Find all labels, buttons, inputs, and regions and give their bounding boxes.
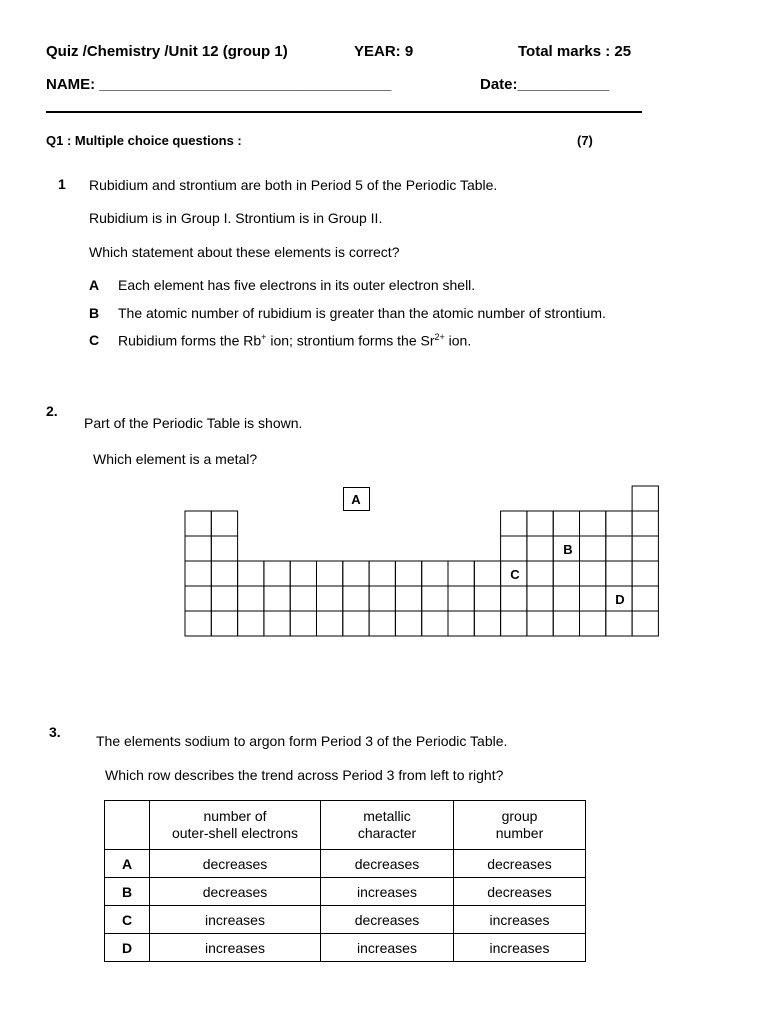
table-row [105, 850, 586, 878]
periodic-table-cell [395, 586, 421, 611]
periodic-table-cell [317, 561, 343, 586]
periodic-table-cell [632, 511, 658, 536]
name-field: NAME: ___________________________________ [46, 76, 392, 93]
periodic-table-cell [527, 511, 553, 536]
periodic-table-cell [606, 536, 632, 561]
table-cell: increases [454, 934, 586, 962]
question-text: The elements sodium to argon form Period 3 of the Periodic Table. [96, 733, 508, 749]
periodic-table-cell [632, 586, 658, 611]
periodic-table-cell [474, 561, 500, 586]
periodic-table-cell [580, 561, 606, 586]
periodic-table-cell [448, 611, 474, 636]
option-text: The atomic number of rubidium is greater than the atomic number of strontium. [118, 305, 606, 321]
table-cell: decreases [454, 878, 586, 906]
periodic-table-cell [238, 561, 264, 586]
table-cell: decreases [150, 878, 321, 906]
total-marks: Total marks : 25 [518, 43, 632, 60]
question-text: Rubidium is in Group I. Strontium is in Group II. [89, 210, 383, 226]
periodic-table-cell [211, 561, 237, 586]
date-field: Date:___________ [480, 76, 610, 93]
periodic-table-cell [527, 611, 553, 636]
periodic-table-cell [422, 561, 448, 586]
section-title: Q1 : Multiple choice questions : [46, 133, 242, 148]
periodic-table-cell [632, 611, 658, 636]
row-key: C [105, 906, 150, 934]
periodic-table-cell [580, 536, 606, 561]
option-key: C [89, 332, 100, 348]
periodic-table-cell [553, 586, 579, 611]
table-cell: decreases [150, 850, 321, 878]
periodic-table-cell [185, 511, 211, 536]
periodic-table-cell [527, 561, 553, 586]
trend-table [104, 800, 586, 962]
table-cell: increases [321, 878, 454, 906]
question-text: Rubidium and strontium are both in Period 5 of the Periodic Table. [89, 177, 498, 193]
question-prompt: Which statement about these elements is correct? [89, 244, 400, 260]
periodic-table-cell [632, 486, 658, 511]
question-prompt: Which row describes the trend across Period 3 from left to right? [105, 767, 504, 783]
option-key: B [89, 305, 100, 321]
table-cell: increases [150, 934, 321, 962]
element-label-c: C [510, 567, 520, 582]
row-key: A [105, 850, 150, 878]
table-header-empty [105, 801, 150, 850]
periodic-table-cell [422, 611, 448, 636]
periodic-table-cell [501, 536, 527, 561]
periodic-table-cell [343, 611, 369, 636]
periodic-table-cell [580, 511, 606, 536]
table-cell: increases [321, 934, 454, 962]
periodic-table-cell [474, 586, 500, 611]
periodic-table-cell [553, 611, 579, 636]
question-prompt: Which element is a metal? [93, 451, 258, 467]
periodic-table-cell [238, 586, 264, 611]
periodic-table-cell [580, 586, 606, 611]
periodic-table-cell [264, 611, 290, 636]
periodic-table-cell [185, 561, 211, 586]
periodic-table-cell [580, 611, 606, 636]
periodic-table-cell [474, 611, 500, 636]
periodic-table-cell [317, 586, 343, 611]
option-text: Rubidium forms the Rb+ ion; strontium forms the $Sr^{2+}$ ion. [118, 332, 472, 349]
periodic-table-cell [264, 586, 290, 611]
periodic-table-cell [290, 611, 316, 636]
periodic-table-cell [632, 561, 658, 586]
question-text: Part of the Periodic Table is shown. [84, 415, 303, 431]
periodic-table-cell [369, 561, 395, 586]
periodic-table-cell [317, 611, 343, 636]
periodic-table-cell [422, 586, 448, 611]
periodic-table-cell [185, 611, 211, 636]
periodic-table-cell [606, 611, 632, 636]
periodic-table-cell [553, 511, 579, 536]
table-row [105, 878, 586, 906]
periodic-table-cell [211, 611, 237, 636]
periodic-table-cell [211, 586, 237, 611]
option-text: Each element has five electrons in its outer electron shell. [118, 277, 476, 293]
periodic-table-cell [395, 561, 421, 586]
table-header: metallic character [321, 801, 454, 850]
year-label: YEAR: 9 [354, 43, 414, 60]
periodic-table-cell [264, 561, 290, 586]
table-header: number of outer-shell electrons [150, 801, 321, 850]
periodic-table-cell [211, 536, 237, 561]
table-cell: decreases [321, 850, 454, 878]
periodic-table-cell [369, 611, 395, 636]
table-cell: decreases [454, 850, 586, 878]
periodic-table-cell [527, 536, 553, 561]
element-label-d: D [615, 592, 625, 607]
periodic-table-cell [448, 561, 474, 586]
periodic-table-cell [448, 586, 474, 611]
quiz-title: Quiz /Chemistry /Unit 12 (group 1) [46, 43, 288, 60]
periodic-table-cell [606, 561, 632, 586]
periodic-table-cell [395, 611, 421, 636]
periodic-table-cell [501, 611, 527, 636]
periodic-table-cell [501, 511, 527, 536]
periodic-table-cell [632, 536, 658, 561]
row-key: D [105, 934, 150, 962]
periodic-table-cell [211, 511, 237, 536]
header-divider [46, 111, 642, 113]
periodic-table-cell [369, 586, 395, 611]
question-number: 2. [46, 403, 58, 419]
periodic-table-diagram [180, 482, 670, 642]
periodic-table-cell [290, 561, 316, 586]
periodic-table-cell [343, 561, 369, 586]
table-header-row [105, 801, 586, 850]
periodic-table-cell [553, 561, 579, 586]
table-cell: increases [150, 906, 321, 934]
periodic-table-cell [343, 586, 369, 611]
element-label-b: B [563, 542, 573, 557]
periodic-table-cell [185, 536, 211, 561]
option-key: A [89, 277, 100, 293]
row-key: B [105, 878, 150, 906]
table-cell: increases [454, 906, 586, 934]
table-header: group number [454, 801, 586, 850]
table-cell: decreases [321, 906, 454, 934]
question-number: 1 [58, 176, 66, 192]
periodic-table-cell [527, 586, 553, 611]
periodic-table-cell [606, 511, 632, 536]
periodic-table-cell [501, 586, 527, 611]
periodic-table-cell [238, 611, 264, 636]
periodic-table-cell [185, 586, 211, 611]
section-marks: (7) [577, 133, 593, 148]
element-label-a: A [351, 492, 361, 507]
table-row [105, 934, 586, 962]
question-number: 3. [49, 724, 61, 740]
periodic-table-cell [290, 586, 316, 611]
table-row [105, 906, 586, 934]
